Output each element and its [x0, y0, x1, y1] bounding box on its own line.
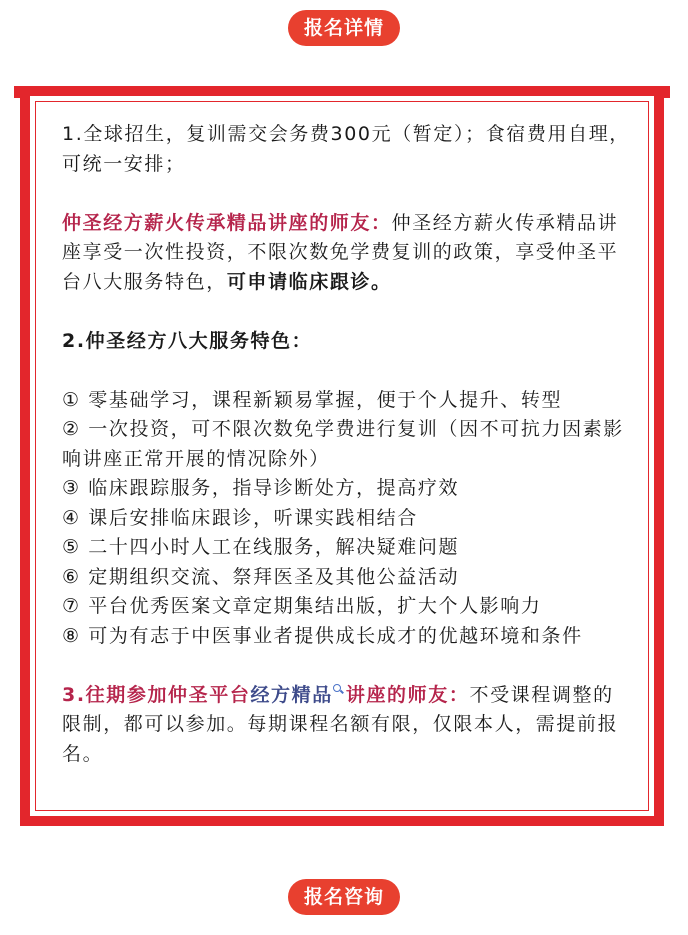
service-item-8: ⑧ 可为有志于中医事业者提供成长成才的优越环境和条件	[62, 624, 583, 647]
section3-body: 不受课程调整的限制，都可以参加。每期课程名额有限，仅限本人，需提前报名。	[62, 683, 619, 765]
service-item-7: ⑦ 平台优秀医案文章定期集结出版，扩大个人影响力	[62, 595, 542, 617]
registration-consult-badge: 报名咨询	[288, 879, 400, 915]
section3-paragraph	[62, 681, 630, 770]
friends-lead: 仲圣经方薪火传承精品讲座的师友：	[62, 211, 392, 234]
section1-text: 1.全球招生，复训需交会务费300元（暂定）；食宿费用自理，可统一安排；	[62, 123, 630, 175]
registration-details-badge: 报名详情	[288, 10, 400, 46]
service-item-3: ③ 临床跟踪服务，指导诊断处方，提高疗效	[62, 477, 460, 499]
search-icon[interactable]	[333, 684, 344, 695]
jingfang-link[interactable]: 经方精品	[250, 683, 333, 706]
service-item-6: ⑥ 定期组织交流、祭拜医圣及其他公益活动	[62, 565, 460, 588]
service-item-1: ① 零基础学习，课程新颖易掌握，便于个人提升、转型	[62, 388, 563, 411]
section3-lead-b: 讲座的师友：	[345, 683, 470, 706]
service-item-5: ⑤ 二十四小时人工在线服务，解决疑难问题	[62, 536, 460, 558]
service-item-2: ② 一次投资，可不限次数免学费进行复训（因不可抗力因素影响讲座正常开展的情况除外）	[62, 418, 624, 470]
section2-heading: 2.仲圣经方八大服务特色：	[62, 329, 313, 352]
friends-paragraph	[62, 209, 630, 298]
section3-lead-a: 3.往期参加仲圣平台	[62, 683, 251, 706]
friends-emphasis: 可申请临床跟诊。	[226, 270, 392, 293]
service-item-4: ④ 课后安排临床跟诊，听课实践相结合	[62, 506, 418, 529]
registration-content	[62, 120, 630, 769]
friends-body: 仲圣经方薪火传承精品讲座享受一次性投资，不限次数免学费复训的政策，享受仲圣平台八大服务特色，	[62, 211, 619, 293]
